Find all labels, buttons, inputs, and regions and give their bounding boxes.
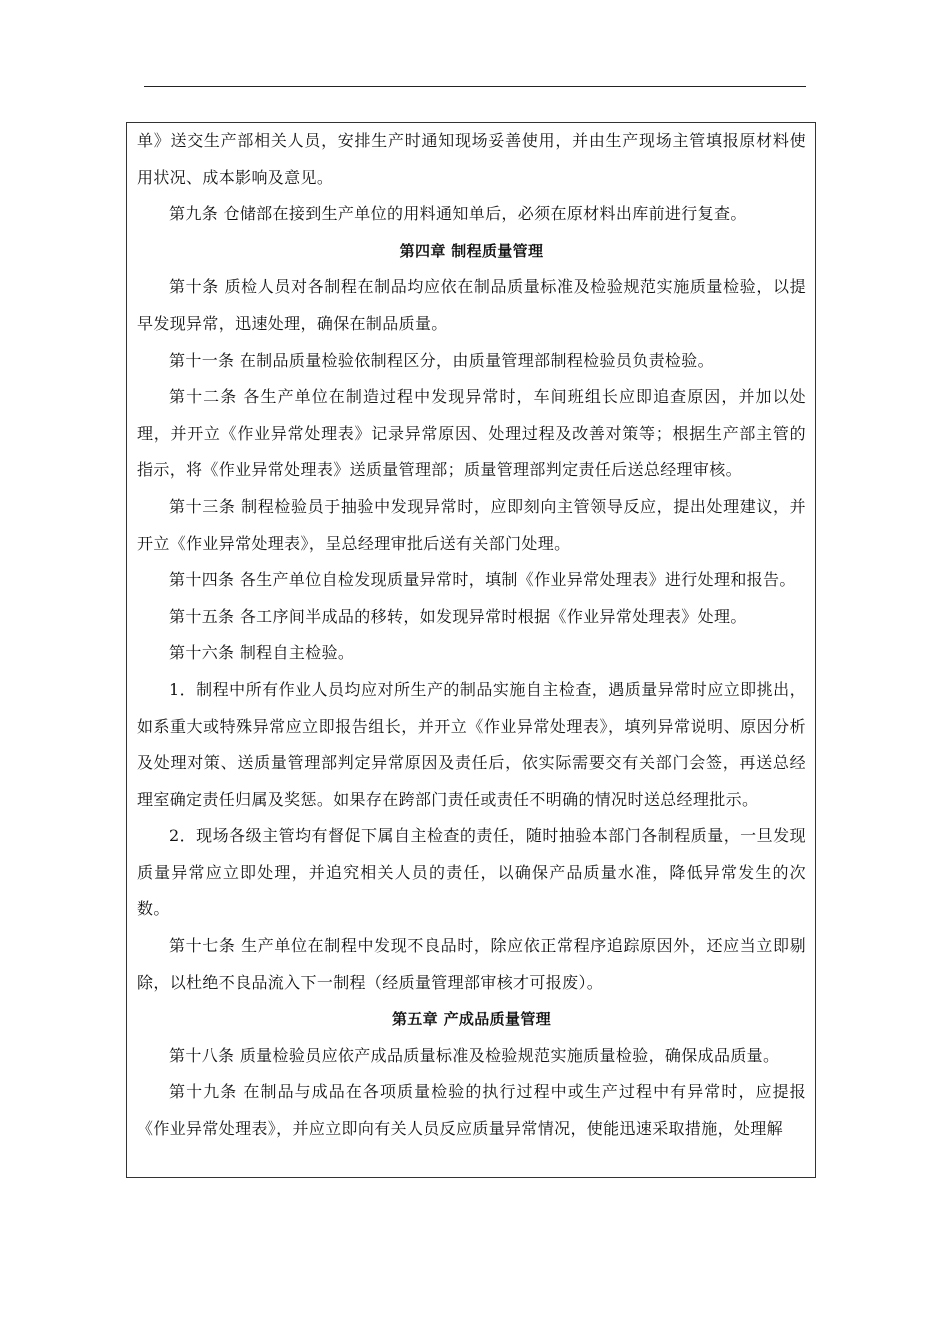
article-paragraph: 2．现场各级主管均有督促下属自主检查的责任，随时抽验本部门各制程质量，一旦发现质量异常应立即处理，并追究相关人员的责任，以确保产品质量水准，降低异常发生的次数。: [137, 826, 806, 919]
document-frame: [126, 122, 816, 1178]
article-paragraph: 第十九条 在制品与成品在各项质量检验的执行过程中或生产过程中有异常时，应提报《作业异常处理表》，并应立即向有关人员反应质量异常情况，使能迅速采取措施，处理解: [137, 1082, 806, 1139]
article-paragraph: 第十五条 各工序间半成品的移转，如发现异常时根据《作业异常处理表》处理。: [169, 606, 747, 626]
article-paragraph: 单》送交生产部相关人员，安排生产时通知现场妥善使用，并由生产现场主管填报原材料使用状况、成本影响及意见。: [137, 131, 806, 187]
article-paragraph: 第十一条 在制品质量检验依制程区分，由质量管理部制程检验员负责检验。: [169, 350, 714, 370]
article-paragraph: 第十三条 制程检验员于抽验中发现异常时，应即刻向主管领导反应，提出处理建议，并开立《作业异常处理表》，呈总经理审批后送有关部门处理。: [137, 496, 806, 553]
article-paragraph: 第十二条 各生产单位在制造过程中发现异常时，车间班组长应即追查原因，并加以处理，并开立《作业异常处理表》记录异常原因、处理过程及改善对策等；根据生产部主管的指示，将《作业异常处理表》送质量管理部；质量管理部判定责任后送总经理审核。: [137, 387, 806, 480]
article-paragraph: 第十条 质检人员对各制程在制品均应依在制品质量标准及检验规范实施质量检验，以提早发现异常，迅速处理，确保在制品质量。: [137, 277, 806, 333]
article-paragraph: 第十七条 生产单位在制程中发现不良品时，除应依正常程序追踪原因外，还应当立即剔除，以杜绝不良品流入下一制程（经质量管理部审核才可报废）。: [137, 936, 806, 992]
article-paragraph: 第十四条 各生产单位自检发现质量异常时，填制《作业异常处理表》进行处理和报告。: [169, 570, 796, 590]
article-paragraph: 第九条 仓储部在接到生产单位的用料通知单后，必须在原材料出库前进行复查。: [169, 204, 747, 224]
chapter-heading: 第四章 制程质量管理: [399, 241, 544, 260]
header-rule: [144, 86, 806, 87]
article-paragraph: 1．制程中所有作业人员均应对所生产的制品实施自主检查，遇质量异常时应立即挑出，如系重大或特殊异常应立即报告组长，并开立《作业异常处理表》，填列异常说明、原因分析及处理对策、送质量管理部判定异常原因及责任后，依实际需要交有关部门会签，再送总经理室确定责任归属及奖惩。如果存在跨部门责任或责任不明确的情况时送总经理批示。: [137, 679, 806, 809]
article-paragraph: 第十六条 制程自主检验。: [169, 643, 355, 663]
chapter-heading: 第五章 产成品质量管理: [391, 1010, 552, 1029]
document-body: [137, 123, 806, 1148]
article-paragraph: 第十八条 质量检验员应依产成品质量标准及检验规范实施质量检验，确保成品质量。: [169, 1045, 780, 1065]
